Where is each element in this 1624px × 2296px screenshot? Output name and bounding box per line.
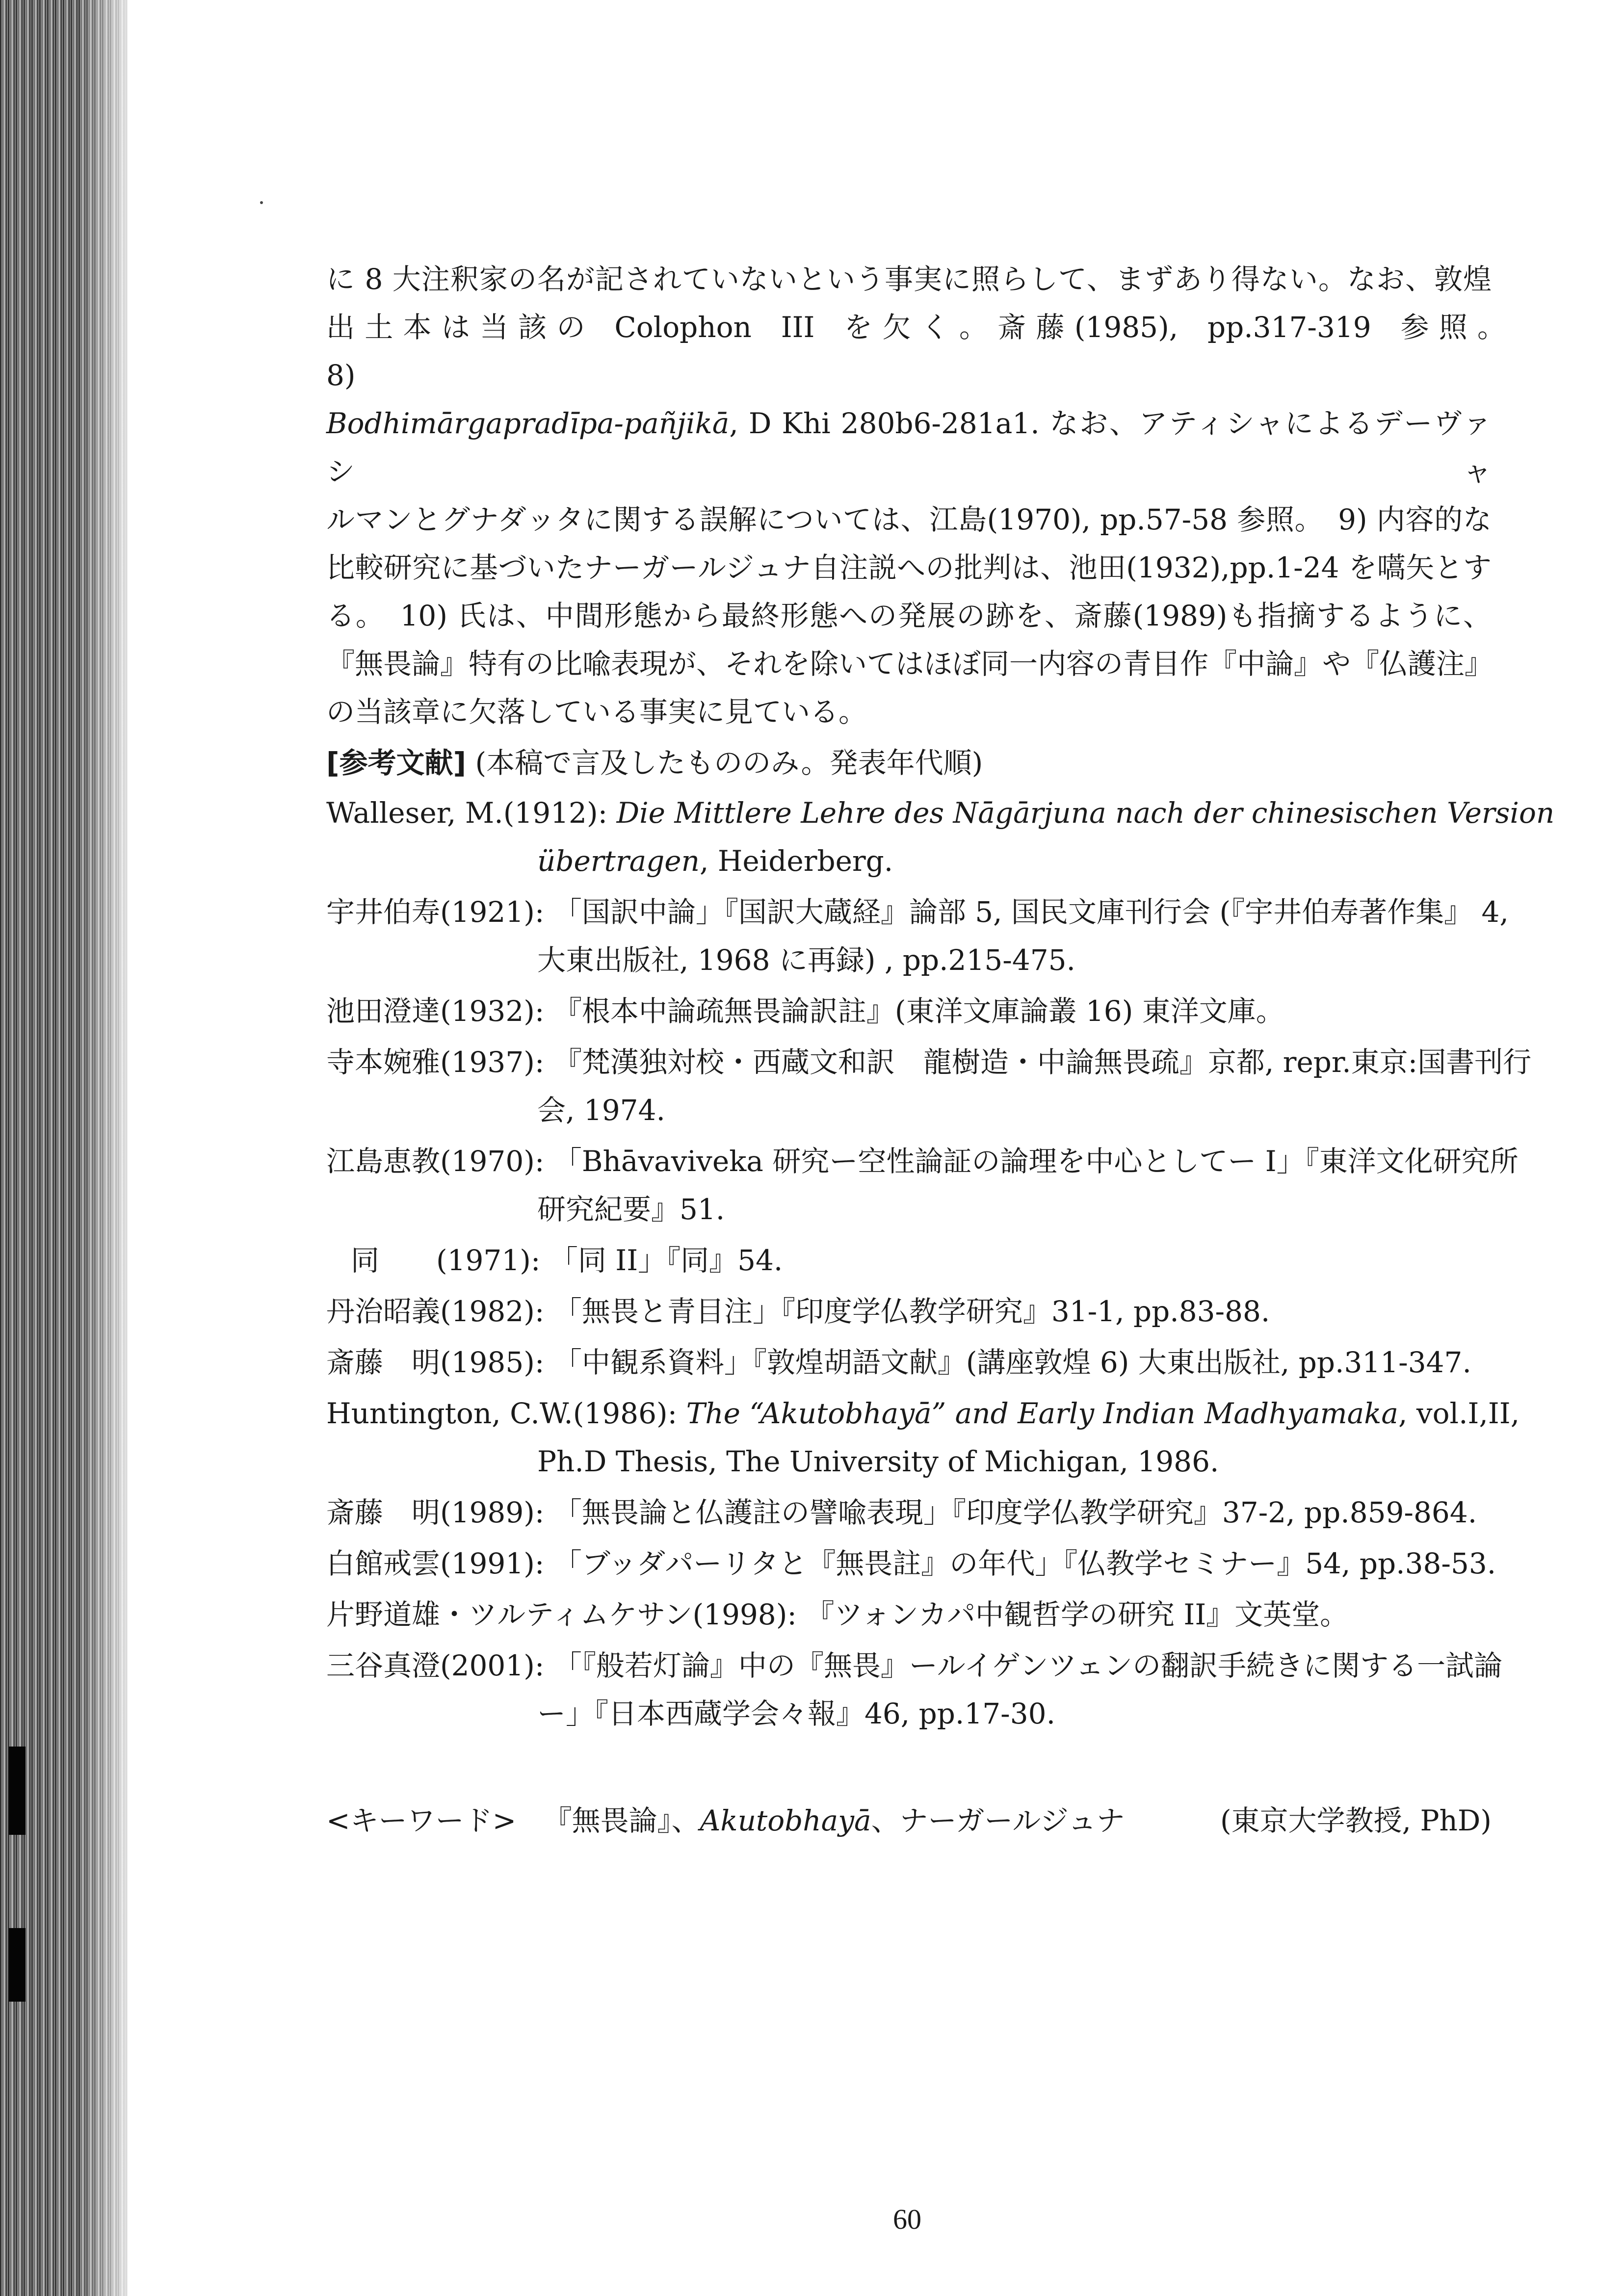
note-line: 比較研究に基づいたナーガールジュナ自注説への批判は、池田(1932),pp.1-24 を嚆矢とす [326, 551, 1492, 584]
entry-author: 同 (1971): [351, 1244, 541, 1277]
entry-text: 『根本中論疏無畏論訳註』(東洋文庫論叢 16) 東洋文庫。 [553, 994, 1284, 1028]
entry-text: , Heiderberg. [699, 844, 893, 878]
binding-mark [9, 1747, 26, 1835]
binding-mark [9, 1928, 26, 2002]
entry-line [326, 1539, 1496, 1588]
bibliography-entry [326, 1591, 1492, 1639]
author-affiliation: (東京大学教授, PhD) [1220, 1804, 1492, 1837]
entry-continuation [326, 1185, 1492, 1233]
entry-text: ー」『日本西蔵学会々報』46, pp.17-30. [537, 1697, 1056, 1730]
entry-text: 「中観系資料」『敦煌胡語文献』(講座敦煌 6) 大東出版社, pp.311-347. [553, 1346, 1471, 1379]
entry-continuation [326, 1437, 1492, 1486]
note-line [326, 399, 1492, 496]
keyword: 『無畏論』、 [543, 1804, 700, 1837]
entry-line [326, 1488, 1492, 1537]
keyword: 、ナーガールジュナ [871, 1804, 1125, 1837]
keywords-line [326, 1797, 1492, 1845]
entry-author: 宇井伯寿(1921): [326, 895, 545, 929]
entry-text: 「同 II」『同』54. [549, 1244, 783, 1277]
entry-text: 『ツォンカパ中観哲学の研究 II』文英堂。 [806, 1598, 1349, 1631]
entry-continuation [326, 1690, 1492, 1738]
entry-text: Ph.D Thesis, The University of Michigan, 1986. [537, 1445, 1219, 1478]
note-line: 出 土 本 は 当 該 の Colophon III を 欠 く 。 斎 藤 (1985), pp.317-319 参 照 。 8) [326, 311, 1520, 392]
entry-author: 池田澄達(1932): [326, 994, 545, 1028]
note-line: に 8 大注釈家の名が記されていないという事実に照らして、まずあり得ない。なお、敦煌 [326, 262, 1492, 296]
entry-text: 「『般若灯論』中の『無畏』ールイゲンツェンの翻訳手続きに関する一試論 [553, 1649, 1503, 1682]
entry-line [326, 1287, 1492, 1335]
entry-author: 白館戒雲(1991): [326, 1547, 545, 1580]
page-number: 60 [893, 2203, 921, 2235]
note-line: の当該章に欠落している事実に見ている。 [326, 695, 867, 729]
entry-author: 片野道雄・ツルティムケサン(1998): [326, 1598, 797, 1631]
entry-line [326, 1137, 1519, 1185]
note-line: る。 10) 氏は、中間形態から最終形態への発展の跡を、斎藤(1989)も指摘するように、 [326, 599, 1492, 632]
keyword-italic: Akutobhayā [700, 1804, 871, 1837]
entry-author: 江島恵教(1970): [326, 1145, 545, 1178]
bibliography-entry [326, 1137, 1519, 1233]
entry-line [326, 1338, 1492, 1386]
entry-author: 三谷真澄(2001): [326, 1649, 545, 1682]
entry-continuation [326, 936, 1492, 984]
page-content [326, 255, 1555, 1845]
entry-title-italic: The “Akutobhayā” and Early Indian Madhyamaka [686, 1397, 1398, 1430]
scan-speck [260, 201, 263, 204]
entry-line [326, 1236, 1492, 1284]
entry-continuation [326, 837, 1492, 885]
note-line: ルマンとグナダッタに関する誤解については、江島(1970), pp.57-58 参照。 9) 内容的な [326, 503, 1492, 536]
bibliography-heading [326, 739, 1492, 787]
entry-text: 「無畏と青目注」『印度学仏教学研究』31-1, pp.83-88. [553, 1295, 1270, 1328]
entry-line [326, 888, 1509, 936]
bibliography-title: [参考文献] [326, 746, 467, 780]
bibliography-entry [326, 1338, 1492, 1386]
bibliography-list [326, 789, 1555, 1738]
entry-author: 斎藤 明(1985): [326, 1346, 545, 1379]
bibliography-entry [326, 888, 1509, 984]
entry-text: 『梵漢独対校・西蔵文和訳 龍樹造・中論無畏疏』京都, repr.東京:国書刊行 [553, 1045, 1532, 1079]
entry-line [326, 1389, 1520, 1437]
entry-text: 「無畏論と仏護註の譬喩表現」『印度学仏教学研究』37-2, pp.859-864. [553, 1496, 1477, 1529]
bibliography-entry [326, 987, 1492, 1035]
endnotes-paragraph [326, 255, 1520, 736]
entry-text: , vol.I,II, [1398, 1397, 1520, 1430]
entry-line [326, 987, 1492, 1035]
entry-text: 「国訳中論」『国訳大蔵経』論部 5, 国民文庫刊行会 (『宇井伯寿著作集』 4, [553, 895, 1509, 929]
entry-author: 丹治昭義(1982): [326, 1295, 545, 1328]
entry-author: Huntington, C.W.(1986): [326, 1397, 678, 1430]
bibliography-entry [326, 1287, 1492, 1335]
entry-line [326, 1038, 1532, 1086]
keywords-label: <キーワード> [326, 1804, 517, 1837]
entry-author: 斎藤 明(1989): [326, 1496, 545, 1529]
entry-continuation [326, 1086, 1492, 1134]
note-line: 『無畏論』特有の比喩表現が、それを除いてはほぼ同一内容の青目作『中論』や『仏護注』 [326, 647, 1493, 680]
entry-line [326, 1591, 1492, 1639]
bibliography-entry [326, 1488, 1492, 1537]
binding-shadow [79, 0, 137, 2296]
entry-line [326, 1642, 1503, 1690]
note-italic-title: Bodhimārgapradīpa-pañjikā [326, 407, 730, 440]
bibliography-entry [326, 1236, 1492, 1284]
entry-text: 大東出版社, 1968 に再録) , pp.215-475. [537, 943, 1075, 977]
entry-text: 「Bhāvaviveka 研究ー空性論証の論理を中心としてー I」『東洋文化研究所 [553, 1145, 1519, 1178]
entry-text: 研究紀要』51. [537, 1193, 725, 1226]
note-text: , D Khi 280b6-281a1. なお、アティシャによるデーヴァシャ [326, 407, 1492, 488]
bibliography-entry [326, 789, 1555, 885]
entry-title-italic: übertragen [537, 844, 700, 878]
entry-line [326, 789, 1555, 837]
entry-title-italic: Die Mittlere Lehre des Nāgārjuna nach der chinesischen Version [616, 796, 1555, 830]
bibliography-entry [326, 1038, 1532, 1134]
entry-author: 寺本婉雅(1937): [326, 1045, 545, 1079]
bibliography-entry [326, 1389, 1520, 1486]
bibliography-entry [326, 1539, 1496, 1588]
entry-text: 会, 1974. [537, 1094, 665, 1127]
entry-author: Walleser, M.(1912): [326, 796, 608, 830]
bibliography-subtitle: (本稿で言及したもののみ。発表年代順) [475, 746, 983, 780]
entry-text: 「ブッダパーリタと『無畏註』の年代」『仏教学セミナー』54, pp.38-53. [553, 1547, 1496, 1580]
bibliography-entry [326, 1642, 1503, 1738]
